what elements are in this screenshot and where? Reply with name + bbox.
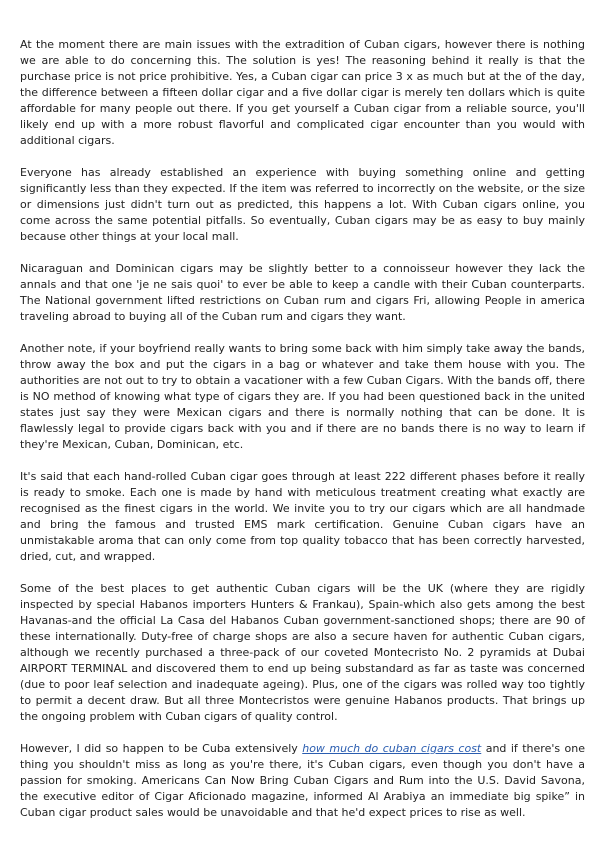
- paragraph-online-buying: Everyone has already established an experience with buying something online and getting significantly less than they expected. If the item was referred to incorrectly on the website, or the size or dimensions just didn't turn out as predicted, this happens a lot. With Cuban cigars online, you come across the same potential pitfalls. So eventually, Cuban cigars may be as easy to buy mainly because other things at your local mall.: [20, 166, 585, 243]
- cigar-cost-link[interactable]: how much do cuban cigars cost: [302, 742, 482, 755]
- paragraph-best-places: Some of the best places to get authentic Cuban cigars will be the UK (where they are rigidly inspected by special Habanos importers Hunters & Frankau), Spain-which also gets among the best Havanas-and the official La Casa del Habanos Cuban government-sanctioned shops; there are 90 of these internationally. Duty-free of charge shops are also a secure haven for authentic Cuban cigars, although we recently purchased a three-pack of our coveted Montecristo No. 2 pyramids at Dubai AIRPORT TERMINAL and discovered them to end up being substandard as far as taste was concerned (due to poor leaf selection and inadequate ageing). Plus, one of the cigars was rolled way too tightly to permit a decent draw. But all three Montecristos were genuine Habanos products. That brings up the ongoing problem with Cuban cigars of quality control.: [20, 582, 585, 723]
- paragraph-remove-bands: Another note, if your boyfriend really wants to bring some back with him simply take away the bands, throw away the box and put the cigars in a bag or whatever and take them house with you. The authorities are not out to try to obtain a vacationer with a few Cuban Cigars. With the bands off, there is NO method of knowing what type of cigars they are. If you had been questioned back in the united states just say they were Mexican cigars and there is normally nothing that can be done. It is flawlessly legal to provide cigars back with you and if there are no bands there is no way to learn if they're Mexican, Cuban, Dominican, etc.: [20, 342, 585, 451]
- paragraph-visit-cuba: [20, 741, 585, 821]
- paragraph-text-after-link: and if there's one thing you shouldn't miss as long as you're there, it's Cuban cigars, even though you don't have a passion for smoking. Americans Can Now Bring Cuban Cigars and Rum into the U.S. David Savona, the executive editor of Cigar Aficionado magazine, informed Al Arabiya an immediate big spike” in Cuban cigar product sales would be unavoidable and that he'd expect prices to rise as well.: [20, 742, 586, 819]
- paragraph-nicaraguan-dominican: Nicaraguan and Dominican cigars may be slightly better to a connoisseur however they lack the annals and that one 'je ne sais quoi' to ever be able to keep a candle with their Cuban counterparts. The National government lifted restrictions on Cuban rum and cigars Fri, allowing People in america traveling abroad to buying all of the Cuban rum and cigars they want.: [20, 262, 585, 323]
- paragraph-extradition: At the moment there are main issues with the extradition of Cuban cigars, however there is nothing we are able to do concerning this. The solution is yes! The reasoning behind it really is that the purchase price is not price prohibitive. Yes, a Cuban cigar can price 3 x as much but at the of the day, the difference between a fifteen dollar cigar and a five dollar cigar is merely ten dollars which is quite affordable for many people out there. If you get yourself a Cuban cigar from a reliable source, you'll likely end up with a more robust flavorful and complicated cigar encounter than you would with additional cigars.: [20, 38, 585, 147]
- paragraph-hand-rolled: It's said that each hand-rolled Cuban cigar goes through at least 222 different phases before it really is ready to smoke. Each one is made by hand with meticulous treatment creating what exactly are recognised as the finest cigars in the world. We invite you to try our cigars which are all handmade and bring the famous and trusted EMS mark certification. Genuine Cuban cigars have an unmistakable aroma that can only come from top quality tobacco that has been correctly harvested, dried, cut, and wrapped.: [20, 470, 585, 563]
- paragraph-text-before-link: However, I did so happen to be Cuba extensively: [20, 742, 303, 755]
